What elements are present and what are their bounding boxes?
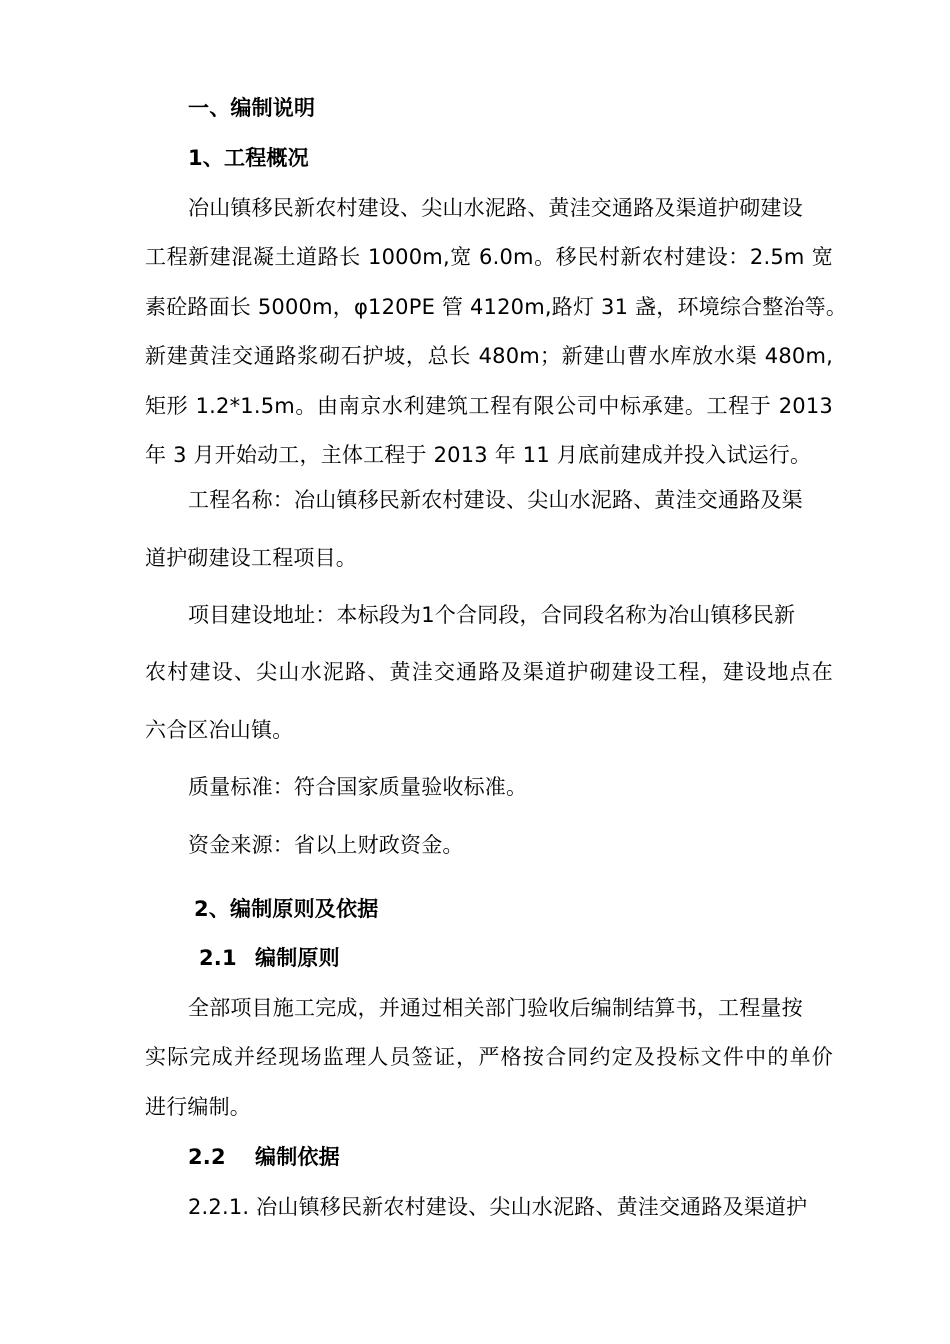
- principle-line: 进行编制。: [145, 1095, 251, 1119]
- funding-source: 资金来源：省以上财政资金。: [188, 833, 464, 857]
- overview-para-line: 工程新建混凝土道路长 1000m,宽 6.0m。移民村新农村建设：2.5m 宽: [145, 245, 833, 269]
- overview-para-line: 素砼路面长 5000m，φ120PE 管 4120m,路灯 31 盏，环境综合整治等。: [145, 295, 848, 319]
- location-line: 项目建设地址：本标段为1个合同段，合同段名称为冶山镇移民新: [188, 603, 796, 627]
- principles-heading: 2、编制原则及依据: [194, 897, 379, 921]
- overview-para-line: 冶山镇移民新农村建设、尖山水泥路、黄洼交通路及渠道护砌建设: [188, 196, 803, 220]
- section-heading: 一、编制说明: [188, 96, 316, 120]
- overview-heading: 1、工程概况: [188, 146, 309, 170]
- subsection-title: 编制原则: [255, 946, 340, 970]
- location-line: 六合区冶山镇。: [145, 718, 294, 742]
- project-name-line: 工程名称：冶山镇移民新农村建设、尖山水泥路、黄洼交通路及渠: [188, 488, 803, 512]
- overview-para-line: 年 3 月开始动工，主体工程于 2013 年 11 月底前建成并投入试运行。: [145, 443, 812, 467]
- principle-line: 全部项目施工完成，并通过相关部门验收后编制结算书，工程量按: [188, 996, 803, 1020]
- subsection-title: 编制依据: [255, 1145, 340, 1169]
- quality-standard: 质量标准：符合国家质量验收标准。: [188, 775, 528, 799]
- overview-para-line: 新建黄洼交通路浆砌石护坡，总长 480m；新建山曹水库放水渠 480m,: [145, 344, 833, 368]
- principle-line: 实际完成并经现场监理人员签证，严格按合同约定及投标文件中的单价: [145, 1045, 833, 1069]
- basis-item: 2.2.1. 冶山镇移民新农村建设、尖山水泥路、黄洼交通路及渠道护: [188, 1195, 808, 1219]
- overview-para-line: 矩形 1.2*1.5m。由南京水利建筑工程有限公司中标承建。工程于 2013: [145, 394, 833, 418]
- subsection-number: 2.2: [188, 1145, 226, 1169]
- location-line: 农村建设、尖山水泥路、黄洼交通路及渠道护砌建设工程，建设地点在: [145, 660, 833, 684]
- subsection-number: 2.1: [199, 946, 237, 970]
- project-name-line: 道护砌建设工程项目。: [145, 546, 357, 570]
